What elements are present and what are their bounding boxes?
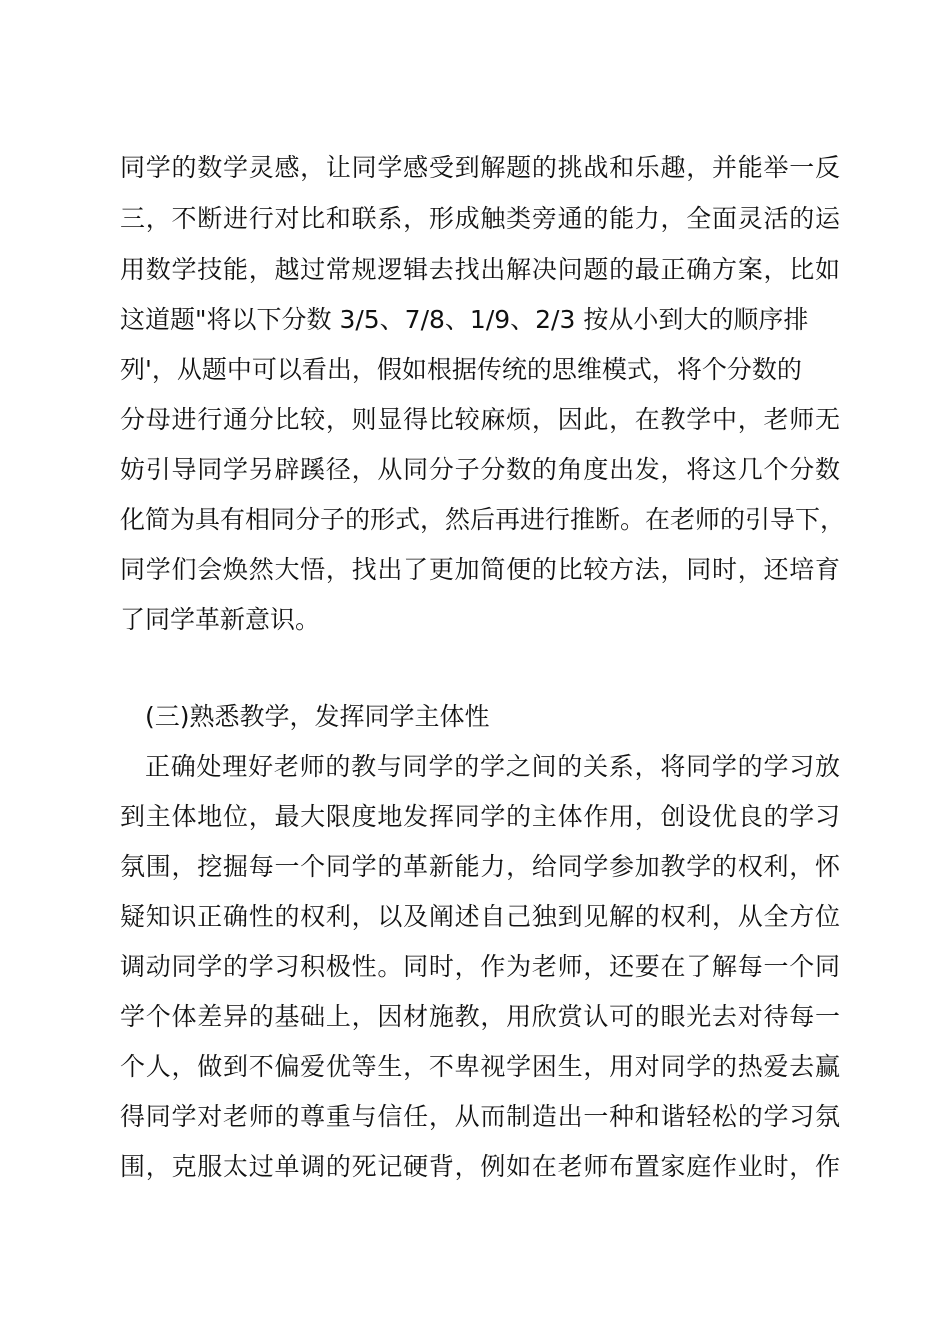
text-line: 妨引导同学另辟蹊径，从同分子分数的角度出发，将这几个分数 xyxy=(120,455,840,484)
text-line: 围，克服太过单调的死记硬背，例如在老师布置家庭作业时，作 xyxy=(120,1152,840,1181)
text-line: 调动同学的学习积极性。同时，作为老师，还要在了解每一个同 xyxy=(120,952,840,981)
text-line: 列'，从题中可以看出，假如根据传统的思维模式，将个分数的 xyxy=(120,355,802,384)
text-line: 这道题"将以下分数 3/5、7/8、1/9、2/3 按从小到大的顺序排 xyxy=(120,305,809,334)
text-line: 化简为具有相同分子的形式，然后再进行推断。在老师的引导下， xyxy=(120,505,846,534)
text-line: 到主体地位，最大限度地发挥同学的主体作用，创设优良的学习 xyxy=(120,802,840,831)
text-line: 正确处理好老师的教与同学的学之间的关系，将同学的学习放 xyxy=(145,752,840,781)
text-line: 得同学对老师的尊重与信任，从而制造出一种和谐轻松的学习氛 xyxy=(120,1102,840,1131)
text-line: 个人，做到不偏爱优等生，不卑视学困生，用对同学的热爱去赢 xyxy=(120,1052,840,1081)
text-line: 了同学革新意识。 xyxy=(120,605,321,634)
text-line: 氛围，挖掘每一个同学的革新能力，给同学参加教学的权利，怀 xyxy=(120,852,840,881)
text-line: 同学们会焕然大悟，找出了更加简便的比较方法，同时，还培育 xyxy=(120,555,840,584)
text-line: 用数学技能，越过常规逻辑去找出解决问题的最正确方案，比如 xyxy=(120,255,840,284)
text-line: 疑知识正确性的权利，以及阐述自己独到见解的权利，从全方位 xyxy=(120,902,840,931)
text-line: 同学的数学灵感，让同学感受到解题的挑战和乐趣，并能举一反 xyxy=(120,153,840,182)
text-line: 三，不断进行对比和联系，形成触类旁通的能力，全面灵活的运 xyxy=(120,204,840,233)
text-line: 学个体差异的基础上，因材施教，用欣赏认可的眼光去对待每一 xyxy=(120,1002,840,1031)
section-heading: (三)熟悉教学，发挥同学主体性 xyxy=(145,702,490,731)
text-line: 分母进行通分比较，则显得比较麻烦，因此，在教学中，老师无 xyxy=(120,405,840,434)
